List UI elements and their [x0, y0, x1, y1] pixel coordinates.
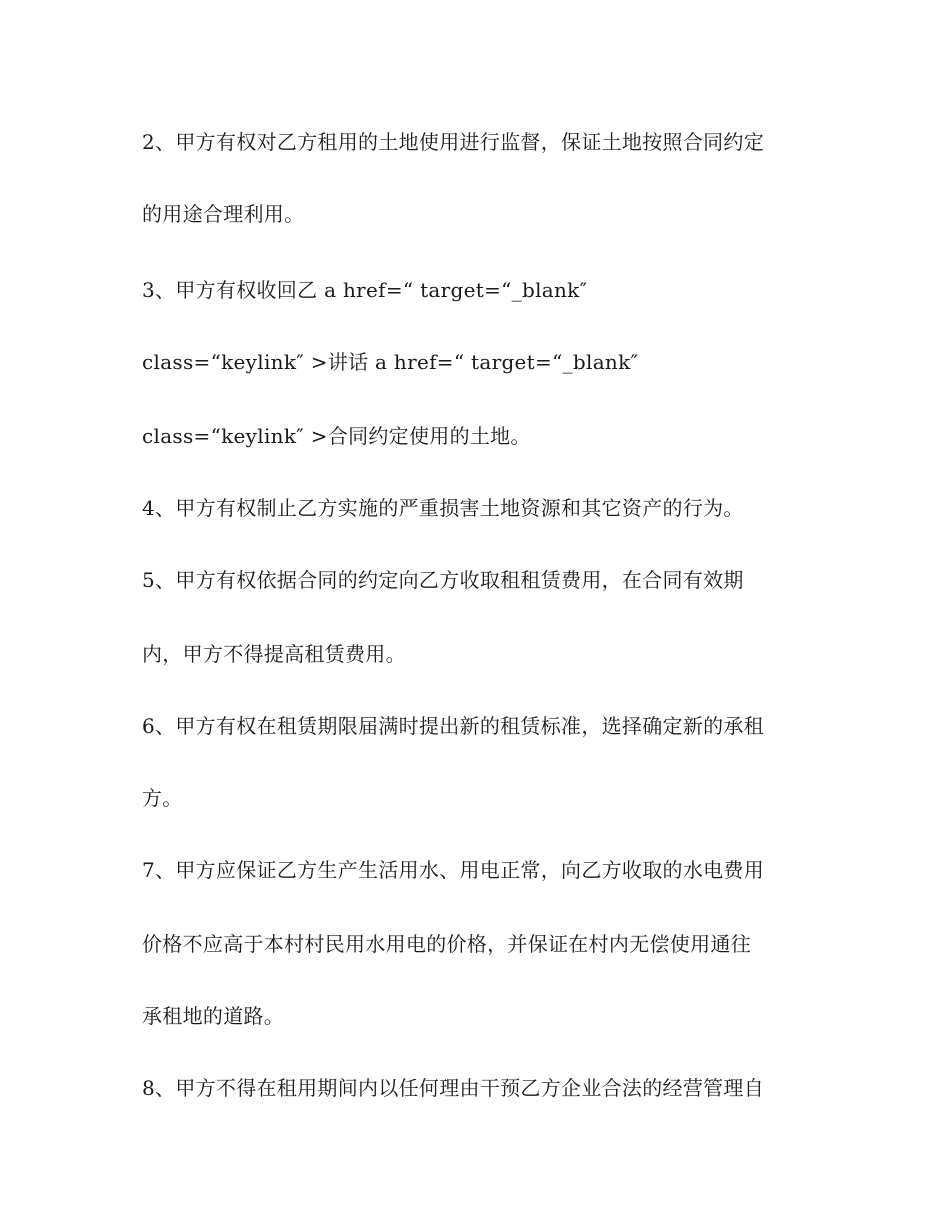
- text-line: 7、甲方应保证乙方生产生活用水、用电正常，向乙方收取的水电费用: [142, 858, 765, 882]
- text-line: 4、甲方有权制止乙方实施的严重损害土地资源和其它资产的行为。: [142, 496, 744, 520]
- text-line: 价格不应高于本村村民用水用电的价格，并保证在村内无偿使用通往: [142, 932, 751, 956]
- text-line: 3、甲方有权收回乙 a href=“ target=“_blank″: [142, 278, 588, 302]
- text-line: 6、甲方有权在租赁期限届满时提出新的租赁标准，选择确定新的承租: [142, 714, 765, 738]
- text-line: 承租地的道路。: [142, 1004, 285, 1028]
- text-line: 内，甲方不得提高租赁费用。: [142, 642, 406, 666]
- text-line: 8、甲方不得在租用期间内以任何理由干预乙方企业合法的经营管理自: [142, 1076, 765, 1100]
- text-line: class=“keylink″ >讲话 a href=“ target=“_blank″: [142, 350, 639, 374]
- text-line: 2、甲方有权对乙方租用的土地使用进行监督，保证土地按照合同约定: [142, 130, 765, 154]
- text-line: class=“keylink″ >合同约定使用的土地。: [142, 424, 531, 448]
- text-line: 方。: [142, 786, 183, 810]
- text-line: 的用途合理利用。: [142, 202, 305, 226]
- text-line: 5、甲方有权依据合同的约定向乙方收取租租赁费用，在合同有效期: [142, 568, 744, 592]
